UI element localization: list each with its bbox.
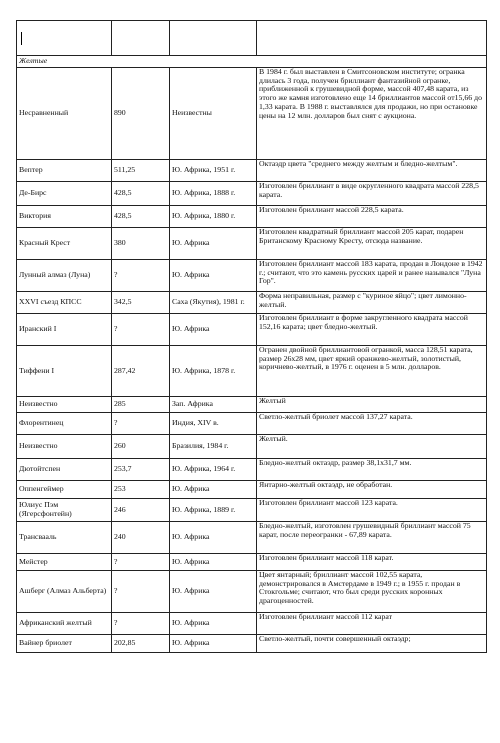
cell-origin: Зап. Африка [170, 397, 257, 413]
table-row [17, 613, 487, 635]
cell-name: XXVI съезд КПСС [17, 292, 112, 314]
cell-name: Неизвестно [17, 435, 112, 459]
table-row [17, 68, 487, 160]
document-page [16, 20, 487, 653]
cell-origin: Ю. Африка, 1951 г. [170, 160, 257, 182]
cell-name: Африканский желтый [17, 613, 112, 635]
table-row [17, 522, 487, 554]
cell-desc: Огранен двойной бриллиантовой огранкой, масса 128,51 карата, размер 26х28 мм, цвет яркий оранжево-желтый, золотистый, коричнево-желтый, в 1976 г. оценен в 5 млн. долларов. [257, 346, 487, 397]
table-row [17, 397, 487, 413]
cell-origin: Ю. Африка [170, 228, 257, 260]
cell-weight: 202,85 [112, 635, 170, 653]
cell-weight: 260 [112, 435, 170, 459]
table-row [17, 459, 487, 481]
cell-origin: Ю. Африка [170, 522, 257, 554]
cell-desc: Изготовлен бриллиант в форме закругленного квадрата массой 152,16 карата; цвет бледно-желтый. [257, 314, 487, 346]
cell-origin: Саха (Якутия), 1981 г. [170, 292, 257, 314]
cell-weight: 285 [112, 397, 170, 413]
cell-weight: 428,5 [112, 206, 170, 228]
cell-origin: Ю. Африка, 1888 г. [170, 182, 257, 206]
cell-origin: Ю. Африка, 1880 г. [170, 206, 257, 228]
cell-origin: Ю. Африка, 1878 г. [170, 346, 257, 397]
cell-weight: 253 [112, 481, 170, 499]
cell-origin: Ю. Африка [170, 314, 257, 346]
cell-desc: Желтый [257, 397, 487, 413]
table-row [17, 435, 487, 459]
cell-name: Вайнер бриолет [17, 635, 112, 653]
cell-name: Несравненный [17, 68, 112, 160]
cell-weight: ? [112, 314, 170, 346]
text-cursor [21, 32, 22, 45]
cell-weight: 890 [112, 68, 170, 160]
cell-weight: ? [112, 260, 170, 292]
cell-origin: Индия, XIV в. [170, 413, 257, 435]
cell-weight: 287,42 [112, 346, 170, 397]
table-row [17, 635, 487, 653]
header-cell-desc [257, 21, 487, 56]
section-title: Желтые [17, 56, 487, 68]
cell-weight: 253,7 [112, 459, 170, 481]
cell-desc: Светло-желтый, почти совершенный октаэдр; [257, 635, 487, 653]
cell-name: Неизвестно [17, 397, 112, 413]
cell-desc: Изготовлен бриллиант массой 112 карат [257, 613, 487, 635]
cell-name: Мейстер [17, 554, 112, 571]
cell-desc: Светло-желтый бриолет массой 137,27 карата. [257, 413, 487, 435]
cell-weight: ? [112, 613, 170, 635]
table-row [17, 182, 487, 206]
cell-origin: Бразилия, 1984 г. [170, 435, 257, 459]
cell-desc: Изготовлен бриллиант массой 228,5 карата. [257, 206, 487, 228]
table-row [17, 206, 487, 228]
cell-origin: Ю. Африка, 1964 г. [170, 459, 257, 481]
cell-weight: ? [112, 571, 170, 613]
header-cell-origin [170, 21, 257, 56]
table-row [17, 346, 487, 397]
cell-name: Красный Крест [17, 228, 112, 260]
table-row [17, 571, 487, 613]
table-row [17, 499, 487, 522]
cell-desc: Изготовлен бриллиант массой 183 карата, продан в Лондоне в 1942 г.; считают, что это камень русских царей и ранее назывался "Луна Гор". [257, 260, 487, 292]
cell-weight: 511,25 [112, 160, 170, 182]
cell-name: Виктория [17, 206, 112, 228]
cell-desc: В 1984 г. был выставлен в Смитсоновском институте; огранка длилась 3 года, получен бриллиант фантазийной огранке, приближенной к грушевидной форме, массой 407,48 карата, из этого же камня изготовлено еще 14 бриллиантов массой от15,66 до 1,33 карата. В 1988 г. выставлялся для продажи, но при остановке цены на 12 млн. долларов был снят с аукциона. [257, 68, 487, 160]
cell-name: Де-Бирс [17, 182, 112, 206]
cell-origin: Ю. Африка [170, 571, 257, 613]
cell-name: Лунный алмаз (Луна) [17, 260, 112, 292]
cell-weight: 246 [112, 499, 170, 522]
cell-weight: 380 [112, 228, 170, 260]
cell-desc: Изготовлен бриллиант массой 123 карата. [257, 499, 487, 522]
cell-origin: Ю. Африка [170, 554, 257, 571]
table-header-row [17, 21, 487, 56]
cell-origin: Ю. Африка [170, 635, 257, 653]
cell-weight: 428,5 [112, 182, 170, 206]
cell-name: Оппенгеймер [17, 481, 112, 499]
cell-desc: Изготовлен квадратный бриллиант массой 205 карат, подарен Британскому Красному Кресту, отсюда название. [257, 228, 487, 260]
cell-name: Иранский I [17, 314, 112, 346]
table-row [17, 160, 487, 182]
cell-desc: Изготовлен бриллиант массой 118 карат. [257, 554, 487, 571]
cell-desc: Янтарно-желтый октаэдр, не обработан. [257, 481, 487, 499]
cell-name: Флорентинец [17, 413, 112, 435]
cell-desc: Бледно-желтый, изготовлен грушевидный бриллиант массой 75 карат, после переогранки - 67,89 карата. [257, 522, 487, 554]
cell-name: Юлиус Пэм (Ягерсфонтейн) [17, 499, 112, 522]
cell-desc: Форма неправильная, размер с "куриное яйцо"; цвет лимонно-желтый. [257, 292, 487, 314]
cell-weight: ? [112, 413, 170, 435]
cell-name: Дютойтспен [17, 459, 112, 481]
cell-origin: Ю. Африка [170, 260, 257, 292]
cell-desc: Желтый. [257, 435, 487, 459]
cell-desc: Изготовлен бриллиант в виде округленного квадрата массой 228,5 карата. [257, 182, 487, 206]
header-cell-name[interactable] [17, 21, 112, 56]
section-row [17, 56, 487, 68]
table-row [17, 554, 487, 571]
cell-origin: Неизвестны [170, 68, 257, 160]
table-row [17, 314, 487, 346]
cell-origin: Ю. Африка [170, 481, 257, 499]
table-row [17, 228, 487, 260]
cell-name: Вептер [17, 160, 112, 182]
cell-desc: Цвет янтарный; бриллиант массой 102,55 карата, демонстрировался в Амстердаме в 1949 г.; в 1955 г. продан в Стокгольме; считают, что был среди русских коронных драгоценностей. [257, 571, 487, 613]
cell-weight: 240 [112, 522, 170, 554]
cell-origin: Ю. Африка [170, 613, 257, 635]
table-row [17, 481, 487, 499]
diamond-table [16, 20, 487, 653]
cell-name: Тиффени I [17, 346, 112, 397]
cell-name: Ашберг (Алмаз Альберта) [17, 571, 112, 613]
header-cell-weight [112, 21, 170, 56]
cell-desc: Бледно-желтый октаэдр, размер 38,1х31,7 мм. [257, 459, 487, 481]
table-row [17, 413, 487, 435]
cell-weight: 342,5 [112, 292, 170, 314]
cell-desc: Октаэдр цвета "среднего между желтым и бледно-желтым". [257, 160, 487, 182]
table-row [17, 260, 487, 292]
cell-name: Трансвааль [17, 522, 112, 554]
table-row [17, 292, 487, 314]
cell-weight: ? [112, 554, 170, 571]
cell-origin: Ю. Африка, 1889 г. [170, 499, 257, 522]
